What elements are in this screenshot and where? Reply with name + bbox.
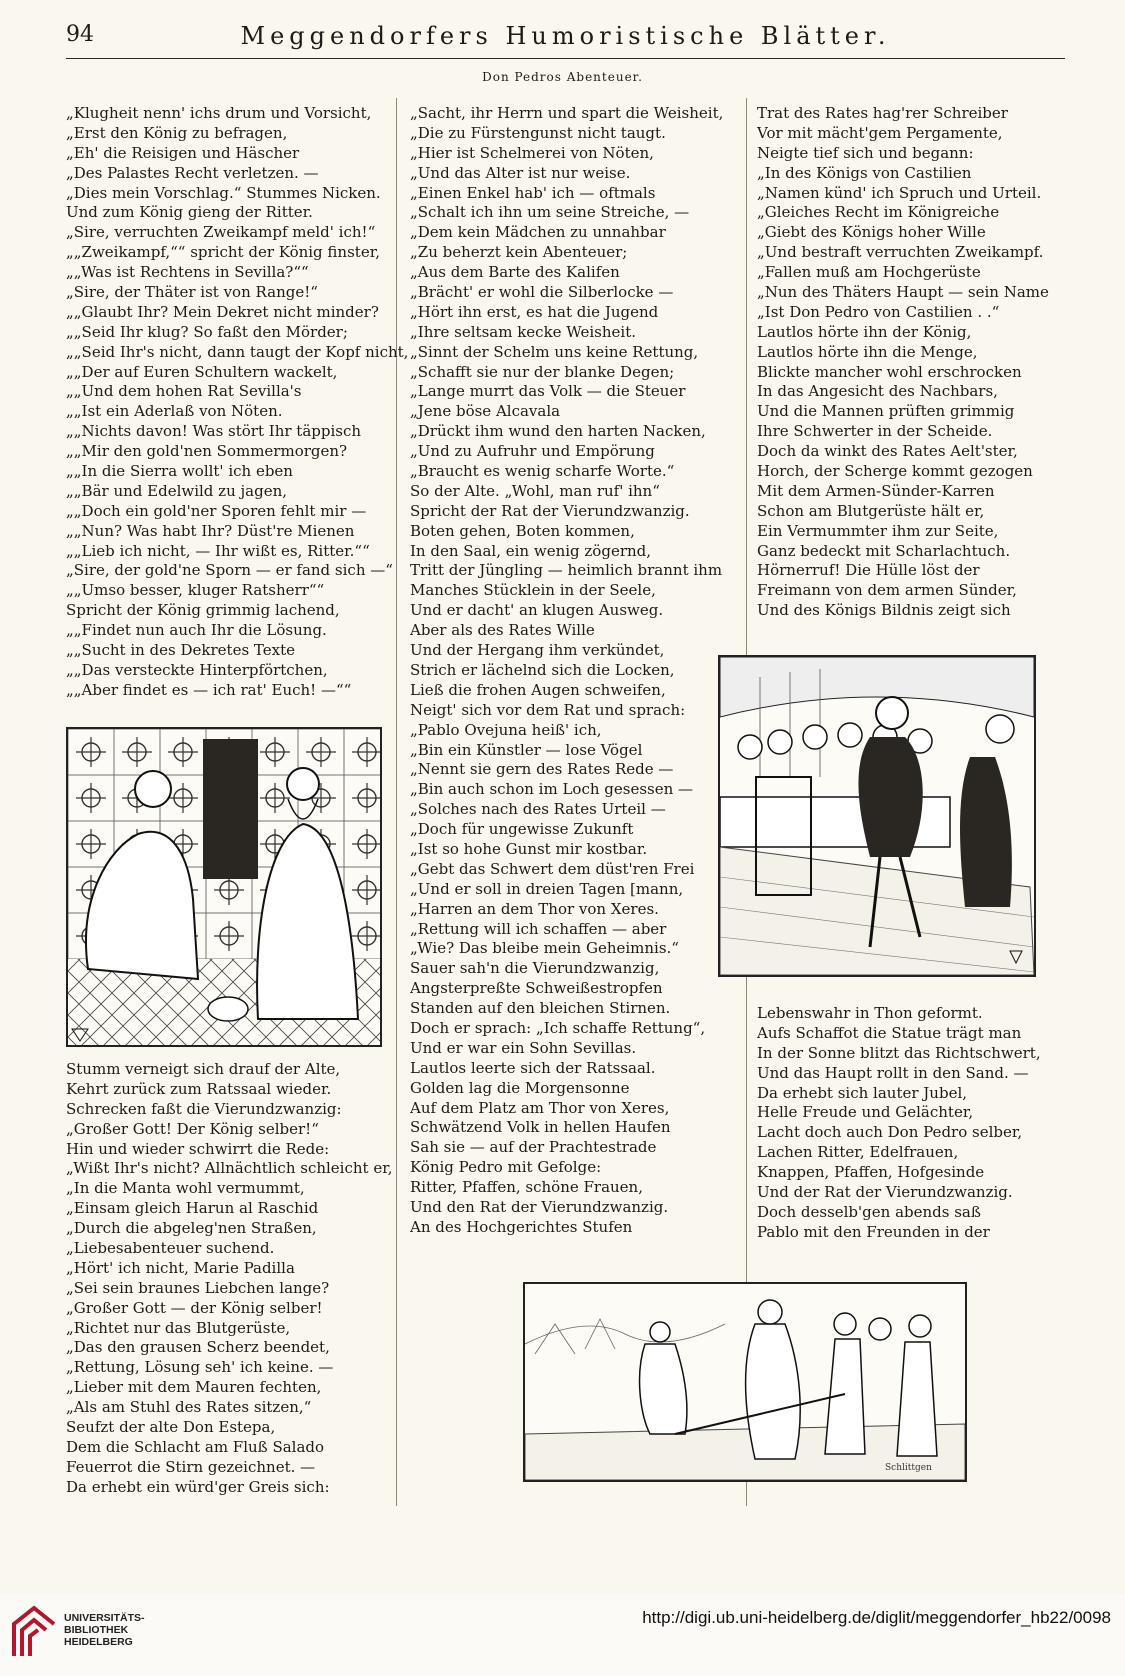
text-line: „Solches nach des Rates Urteil — — [410, 800, 666, 819]
text-line: Und er dacht' an klugen Ausweg. — [410, 601, 664, 620]
text-line: „Sire, der Thäter ist von Range!“ — [66, 283, 318, 302]
text-line: Neigte tief sich und begann: — [757, 143, 974, 162]
text-line: Freimann von dem armen Sünder, — [757, 581, 1017, 600]
text-line: „Schafft sie nur der blanke Degen; — [410, 362, 675, 381]
text-line: „Braucht es wenig scharfe Worte.“ — [410, 462, 675, 481]
text-line: „Lieber mit dem Mauren fechten, — [66, 1378, 322, 1397]
text-line: Strich er lächelnd sich die Locken, — [410, 660, 675, 679]
text-line: Neigt' sich vor dem Rat und sprach: — [410, 700, 686, 719]
text-line: Doch da winkt des Rates Aelt'ster, — [757, 442, 1018, 461]
text-line: Lautlos hörte ihn die Menge, — [757, 342, 978, 361]
text-line: Und des Königs Bildnis zeigt sich — [757, 601, 1011, 620]
text-line: In der Sonne blitzt das Richtschwert, — [757, 1043, 1041, 1062]
text-line: „Aus dem Barte des Kalifen — [410, 263, 620, 282]
text-line: „Und er soll in dreien Tagen [mann, — [410, 879, 684, 898]
text-line: „Eh' die Reisigen und Häscher — [66, 143, 300, 162]
illustration-execution-square — [523, 1282, 967, 1482]
text-line: Lautlos hörte ihn der König, — [757, 322, 972, 341]
text-line: „Einen Enkel hab' ich — oftmals — [410, 183, 656, 202]
library-name-line-2: BIBLIOTHEK — [64, 1624, 129, 1636]
text-line: „Rettung will ich schaffen — aber — [410, 919, 667, 938]
text-line: Ganz bedeckt mit Scharlachtuch. — [757, 541, 1011, 560]
column-1-top-text — [66, 104, 408, 701]
text-line: „Nennt sie gern des Rates Rede — — [410, 760, 674, 779]
text-line: Da erhebt ein würd'ger Greis sich: — [66, 1477, 330, 1496]
text-line: „„Mir den gold'nen Sommermorgen? — [66, 442, 348, 461]
illustration-king-and-councillor — [66, 727, 382, 1047]
text-line: Ritter, Pfaffen, schöne Frauen, — [410, 1178, 643, 1197]
text-line: „„In die Sierra wollt' ich eben — [66, 462, 293, 481]
text-line: Schwätzend Volk in hellen Haufen — [410, 1118, 671, 1137]
text-line: Boten gehen, Boten kommen, — [410, 521, 635, 540]
text-line: „Und das Alter ist nur weise. — [410, 163, 631, 182]
text-line: „Das den grausen Scherz beendet, — [66, 1338, 330, 1357]
text-line: „Harren an dem Thor von Xeres. — [410, 899, 659, 918]
text-line: „„Doch ein gold'ner Sporen fehlt mir — — [66, 501, 367, 520]
text-line: In das Angesicht des Nachbars, — [757, 382, 998, 401]
text-line: Mit dem Armen-Sünder-Karren — [757, 481, 995, 500]
text-line: „Pablo Ovejuna heiß' ich, — [410, 720, 602, 739]
text-line: „Ist so hohe Gunst mir kostbar. — [410, 839, 648, 858]
text-line: „„Und dem hohen Rat Sevilla's — [66, 382, 302, 401]
text-line: „Großer Gott — der König selber! — [66, 1298, 323, 1317]
magazine-title: Meggendorfers Humoristische Blätter. — [240, 22, 891, 50]
text-line: „„Seid Ihr klug? So faßt den Mörder; — [66, 322, 348, 341]
library-name — [64, 1612, 145, 1648]
text-line: „Schalt ich ihn um seine Streiche, — — [410, 203, 690, 222]
text-line: „„Ist ein Aderlaß von Nöten. — [66, 402, 283, 421]
text-line: „Ihre seltsam kecke Weisheit. — [410, 322, 637, 341]
text-line: „Sire, der gold'ne Sporn — er fand sich —“ — [66, 561, 393, 580]
column-3-top-text — [757, 104, 1049, 621]
text-line: Angsterpreßte Schweißestropfen — [410, 979, 663, 998]
text-line: Sauer sah'n die Vierundzwanzig, — [410, 959, 660, 978]
text-line: „Dem kein Mädchen zu unnahbar — [410, 223, 666, 242]
text-line: Ihre Schwerter in der Scheide. — [757, 422, 993, 441]
text-line: Und die Mannen prüften grimmig — [757, 402, 1015, 421]
text-line: „Doch für ungewisse Zukunft — [410, 820, 634, 839]
text-line: Spricht der Rat der Vierundzwanzig. — [410, 501, 690, 520]
text-line: „Sire, verruchten Zweikampf meld' ich!“ — [66, 223, 376, 242]
library-name-line-3: HEIDELBERG — [64, 1636, 133, 1648]
text-line: Vor mit mächt'gem Pergamente, — [757, 123, 1003, 142]
text-line: „„Glaubt Ihr? Mein Dekret nicht minder? — [66, 302, 379, 321]
text-line: „„Zweikampf,““ spricht der König finster, — [66, 243, 380, 262]
text-line: „Erst den König zu befragen, — [66, 123, 288, 142]
text-line: „„Der auf Euren Schultern wackelt, — [66, 362, 338, 381]
column-1-bottom-text — [66, 1060, 393, 1498]
text-line: Sah sie — auf der Prachtestrade — [410, 1138, 657, 1157]
text-line: Und zum König gieng der Ritter. — [66, 203, 313, 222]
text-line: Ein Vermummter ihm zur Seite, — [757, 521, 999, 540]
text-line: „Als am Stuhl des Rates sitzen,“ — [66, 1398, 312, 1417]
text-line: „Sinnt der Schelm uns keine Rettung, — [410, 342, 699, 361]
text-line: Aber als des Rates Wille — [410, 621, 595, 640]
text-line: „Jene böse Alcavala — [410, 402, 561, 421]
column-3-bottom-text — [757, 1004, 1041, 1243]
text-line: „Rettung, Lösung seh' ich keine. — — [66, 1358, 334, 1377]
text-line: „Drückt ihm wund den harten Nacken, — [410, 422, 706, 441]
text-line: „„Seid Ihr's nicht, dann taugt der Kopf nicht, — [66, 342, 409, 361]
text-line: In den Saal, ein wenig zögernd, — [410, 541, 652, 560]
text-line: „Und zu Aufruhr und Empörung — [410, 442, 655, 461]
text-line: „Hört' ich nicht, Marie Padilla — [66, 1258, 295, 1277]
text-line: „Giebt des Königs hoher Wille — [757, 223, 986, 242]
text-line: „„Findet nun auch Ihr die Lösung. — [66, 621, 327, 640]
text-line: „In des Königs von Castilien — [757, 163, 972, 182]
text-line: Hin und wieder schwirrt die Rede: — [66, 1139, 330, 1158]
section-title: Don Pedros Abenteuer. — [482, 70, 643, 84]
text-line: „„Nun? Was habt Ihr? Düst're Mienen — [66, 521, 355, 540]
page-number: 94 — [66, 22, 94, 47]
text-line: „Fallen muß am Hochgerüste — [757, 263, 981, 282]
illustration-2-drawing — [720, 657, 1034, 975]
text-line: Lebenswahr in Thon geformt. — [757, 1004, 983, 1022]
footer-bar — [0, 1594, 1125, 1676]
text-line: „„Aber findet es — ich rat' Euch! —““ — [66, 680, 352, 699]
text-line: Standen auf den bleichen Stirnen. — [410, 999, 671, 1018]
text-line: Lachen Ritter, Edelfrauen, — [757, 1143, 959, 1162]
text-line: „„Das versteckte Hinterpförtchen, — [66, 660, 328, 679]
text-line: Trat des Rates hag'rer Schreiber — [757, 104, 1008, 122]
text-line: „Namen künd' ich Spruch und Urteil. — [757, 183, 1042, 202]
text-line: Doch er sprach: „Ich schaffe Rettung“, — [410, 1018, 706, 1037]
text-line: Horch, der Scherge kommt gezogen — [757, 462, 1033, 481]
illustration-3-drawing — [525, 1284, 965, 1480]
text-line: Aufs Schaffot die Statue trägt man — [757, 1023, 1022, 1042]
text-line: „Brächt' er wohl die Silberlocke — — [410, 283, 674, 302]
text-line: „Bin ein Künstler — lose Vögel — [410, 740, 643, 759]
text-line: „„Sucht in des Dekretes Texte — [66, 641, 295, 660]
text-line: An des Hochgerichtes Stufen — [410, 1217, 633, 1236]
text-line: So der Alte. „Wohl, man ruf' ihn“ — [410, 481, 660, 500]
text-line: „Klugheit nenn' ichs drum und Vorsicht, — [66, 104, 372, 122]
text-line: „Nun des Thäters Haupt — sein Name — [757, 283, 1049, 302]
text-line: „Sei sein braunes Liebchen lange? — [66, 1278, 330, 1297]
text-line: „Lange murrt das Volk — die Steuer — [410, 382, 686, 401]
text-line: „Die zu Fürstengunst nicht taugt. — [410, 123, 666, 142]
illustration-council-hall — [718, 655, 1036, 977]
text-line: Pablo mit den Freunden in der — [757, 1222, 990, 1241]
text-line: „Durch die abgeleg'nen Straßen, — [66, 1219, 317, 1238]
text-line: „„Umso besser, kluger Ratsherr““ — [66, 581, 325, 600]
text-line: „Liebesabenteuer suchend. — [66, 1239, 275, 1258]
university-library-logo-icon — [10, 1604, 58, 1660]
text-line: „Sacht, ihr Herrn und spart die Weisheit, — [410, 104, 724, 122]
text-line: Hörnerruf! Die Hülle löst der — [757, 561, 980, 580]
text-line: „Dies mein Vorschlag.“ Stummes Nicken. — [66, 183, 381, 202]
text-line: „„Was ist Rechtens in Sevilla?““ — [66, 263, 309, 282]
text-line: Und das Haupt rollt in den Sand. — — [757, 1063, 1029, 1082]
text-line: Golden lag die Morgensonne — [410, 1078, 630, 1097]
text-line: Stumm verneigt sich drauf der Alte, — [66, 1060, 341, 1078]
text-line: Knappen, Pfaffen, Hofgesinde — [757, 1163, 985, 1182]
text-line: Feuerrot die Stirn gezeichnet. — — [66, 1457, 316, 1476]
text-line: Blickte mancher wohl erschrocken — [757, 362, 1022, 381]
text-line: Lautlos leerte sich der Ratssaal. — [410, 1058, 656, 1077]
text-line: „Hört ihn erst, es hat die Jugend — [410, 302, 659, 321]
text-line: Lacht doch auch Don Pedro selber, — [757, 1123, 1023, 1142]
text-line: „Des Palastes Recht verletzen. — — [66, 163, 319, 182]
text-line: Da erhebt sich lauter Jubel, — [757, 1083, 968, 1102]
source-url-link[interactable]: http://digi.ub.uni-heidelberg.de/diglit/meggendorfer_hb22/0098 — [642, 1608, 1111, 1627]
text-line: Auf dem Platz am Thor von Xeres, — [410, 1098, 670, 1117]
text-line: Und den Rat der Vierundzwanzig. — [410, 1197, 669, 1216]
text-line: „Ist Don Pedro von Castilien . .“ — [757, 302, 1000, 321]
text-line: Und er war ein Sohn Sevillas. — [410, 1038, 637, 1057]
text-line: Dem die Schlacht am Fluß Salado — [66, 1437, 325, 1456]
text-line: Und der Hergang ihm verkündet, — [410, 641, 665, 660]
text-line: Manches Stücklein in der Seele, — [410, 581, 656, 600]
text-line: „Großer Gott! Der König selber!“ — [66, 1119, 319, 1138]
text-line: „„Bär und Edelwild zu jagen, — [66, 481, 288, 500]
text-line: „„Nichts davon! Was stört Ihr täppisch — [66, 422, 362, 441]
text-line: „Wißt Ihr's nicht? Allnächtlich schleicht er, — [66, 1159, 393, 1178]
text-line: „Gleiches Recht im Königreiche — [757, 203, 1000, 222]
text-line: Kehrt zurück zum Ratssaal wieder. — [66, 1079, 332, 1098]
library-name-line-1: UNIVERSITÄTS- — [64, 1612, 145, 1624]
text-line: Und der Rat der Vierundzwanzig. — [757, 1183, 1013, 1202]
text-line: „Gebt das Schwert dem düst'ren Frei — [410, 859, 695, 878]
text-line: Spricht der König grimmig lachend, — [66, 601, 340, 620]
text-line: „Wie? Das bleibe mein Geheimnis.“ — [410, 939, 679, 958]
text-line: Seufzt der alte Don Estepa, — [66, 1418, 276, 1437]
text-line: „In die Manta wohl vermummt, — [66, 1179, 305, 1198]
text-line: „Hier ist Schelmerei von Nöten, — [410, 143, 654, 162]
text-line: Schrecken faßt die Vierundzwanzig: — [66, 1099, 342, 1118]
text-line: Ließ die frohen Augen schweifen, — [410, 680, 666, 699]
text-line: Helle Freude und Gelächter, — [757, 1103, 974, 1122]
header-rule — [66, 58, 1065, 59]
text-line: Schon am Blutgerüste hält er, — [757, 501, 985, 520]
artist-signature: Schlittgen — [885, 1463, 932, 1473]
text-line: „Und bestraft verruchten Zweikampf. — [757, 243, 1044, 262]
text-line: Doch desselb'gen abends saß — [757, 1202, 981, 1221]
column-2-text — [410, 104, 723, 1238]
text-line: Tritt der Jüngling — heimlich brannt ihm — [410, 561, 723, 580]
text-line: „Bin auch schon im Loch gesessen — — [410, 780, 694, 799]
running-head — [66, 22, 1065, 52]
text-line: „Zu beherzt kein Abenteuer; — [410, 243, 628, 262]
text-line: „Richtet nur das Blutgerüste, — [66, 1318, 291, 1337]
text-line: „„Lieb ich nicht, — Ihr wißt es, Ritter.““ — [66, 541, 370, 560]
text-line: „Einsam gleich Harun al Raschid — [66, 1199, 319, 1218]
illustration-1-drawing — [68, 729, 380, 1045]
text-line: König Pedro mit Gefolge: — [410, 1158, 602, 1177]
